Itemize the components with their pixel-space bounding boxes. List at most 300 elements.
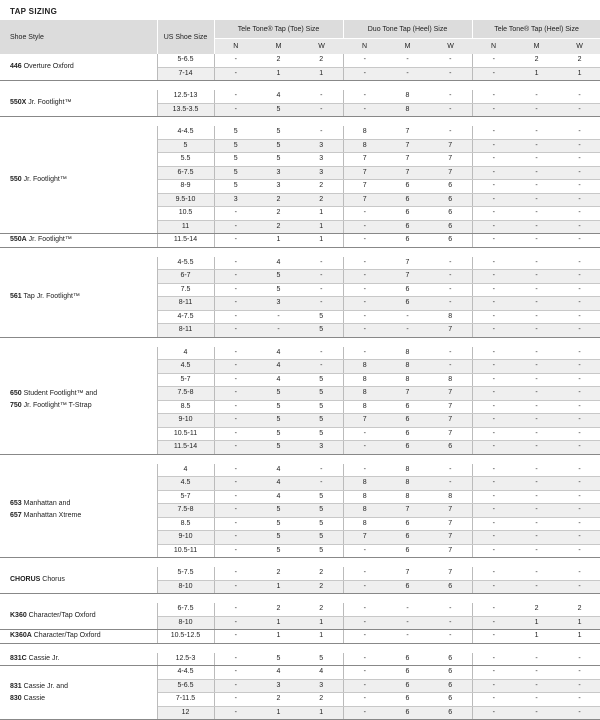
tap-size-cell: -: [214, 616, 257, 630]
tap-size-cell: -: [214, 544, 257, 558]
tap-size-cell: 5: [300, 490, 343, 504]
us-size-cell: 4-4.5: [157, 126, 214, 139]
tap-size-cell: -: [386, 54, 429, 67]
tap-size-cell: -: [429, 283, 472, 297]
style-name: Jr. Footlight™: [21, 175, 67, 183]
tap-size-cell: -: [300, 347, 343, 360]
table-row: [0, 126, 600, 139]
header-shoe-style: Shoe Style: [0, 20, 157, 54]
tap-size-cell: 6: [429, 220, 472, 234]
width-header: N: [472, 39, 515, 55]
tap-size-cell: -: [558, 580, 600, 594]
tap-size-cell: -: [343, 679, 386, 693]
tap-size-cell: -: [515, 531, 558, 545]
tap-size-cell: -: [429, 103, 472, 117]
tap-size-cell: -: [472, 139, 515, 153]
tap-size-cell: 4: [257, 477, 300, 491]
tap-size-cell: -: [472, 270, 515, 284]
tap-size-cell: -: [429, 67, 472, 81]
tap-size-cell: -: [214, 693, 257, 707]
tap-size-cell: -: [472, 103, 515, 117]
tap-size-cell: 3: [300, 679, 343, 693]
tap-size-cell: -: [214, 653, 257, 666]
shoe-style-cell: [0, 90, 157, 117]
us-size-cell: 4: [157, 464, 214, 477]
tap-size-cell: 8: [386, 360, 429, 374]
tap-size-cell: 6: [386, 180, 429, 194]
us-size-cell: 8-11: [157, 324, 214, 338]
tap-size-cell: -: [343, 464, 386, 477]
tap-size-cell: -: [214, 54, 257, 67]
tap-size-cell: 6: [429, 679, 472, 693]
style-name: Cassie Jr.: [26, 654, 60, 662]
tap-size-cell: -: [214, 490, 257, 504]
tap-size-cell: -: [515, 220, 558, 234]
style-name: Manhattan Xtreme: [21, 512, 82, 520]
style-code: 446: [10, 63, 22, 70]
tap-size-cell: -: [343, 207, 386, 221]
tap-size-cell: -: [472, 324, 515, 338]
tap-size-cell: -: [472, 193, 515, 207]
tap-size-cell: -: [343, 603, 386, 616]
tap-size-cell: 6: [429, 666, 472, 680]
tap-size-cell: -: [472, 220, 515, 234]
tap-size-cell: -: [472, 360, 515, 374]
tap-size-cell: -: [257, 310, 300, 324]
style-code: 657: [10, 512, 22, 520]
tap-size-cell: 4: [257, 464, 300, 477]
tap-size-cell: 1: [515, 616, 558, 630]
tap-size-cell: 7: [429, 544, 472, 558]
tap-size-cell: 1: [515, 67, 558, 81]
tap-size-cell: 1: [558, 616, 600, 630]
style-code: 550X: [10, 99, 27, 106]
tap-size-cell: -: [515, 504, 558, 518]
tap-size-cell: 5: [257, 517, 300, 531]
tap-size-cell: 4: [257, 373, 300, 387]
tap-size-cell: 5: [257, 441, 300, 455]
tap-size-cell: 1: [257, 630, 300, 644]
tap-size-cell: -: [558, 283, 600, 297]
tap-size-cell: 1: [300, 630, 343, 644]
us-size-cell: 7-11.5: [157, 693, 214, 707]
tap-size-cell: -: [558, 427, 600, 441]
tap-size-cell: -: [214, 297, 257, 311]
tap-size-cell: -: [515, 414, 558, 428]
tap-size-cell: -: [343, 270, 386, 284]
tap-size-cell: -: [515, 324, 558, 338]
us-size-cell: 5-6.5: [157, 54, 214, 67]
tap-size-cell: 5: [214, 126, 257, 139]
style-code: 831: [10, 682, 22, 690]
tap-size-cell: -: [558, 400, 600, 414]
tap-size-cell: -: [558, 517, 600, 531]
tap-size-cell: -: [472, 310, 515, 324]
tap-size-cell: -: [515, 544, 558, 558]
tap-size-cell: -: [515, 90, 558, 103]
tap-size-cell: 5: [300, 400, 343, 414]
tap-size-cell: 5: [300, 414, 343, 428]
tap-size-cell: -: [214, 234, 257, 248]
tap-size-cell: 7: [429, 139, 472, 153]
tap-size-cell: -: [214, 414, 257, 428]
tap-size-cell: 2: [515, 603, 558, 616]
tap-size-cell: -: [515, 257, 558, 270]
tap-size-cell: 6: [386, 517, 429, 531]
tap-size-cell: -: [558, 90, 600, 103]
tap-size-cell: -: [515, 126, 558, 139]
tap-size-cell: -: [429, 90, 472, 103]
tap-size-cell: 7: [343, 193, 386, 207]
tap-size-cell: 2: [257, 603, 300, 616]
tap-size-cell: -: [343, 441, 386, 455]
tap-size-cell: -: [558, 679, 600, 693]
tap-size-cell: 7: [429, 166, 472, 180]
table-row: [0, 567, 600, 580]
tap-size-cell: -: [472, 441, 515, 455]
tap-size-cell: -: [214, 517, 257, 531]
tap-size-cell: 4: [257, 90, 300, 103]
group-spacer: [0, 558, 600, 568]
tap-size-cell: -: [300, 270, 343, 284]
style-name: Jr. Footlight™: [26, 99, 72, 106]
tap-size-cell: -: [558, 139, 600, 153]
tap-size-cell: -: [214, 504, 257, 518]
tap-size-cell: 8: [386, 464, 429, 477]
shoe-style-cell: [0, 234, 157, 248]
table-row: [0, 90, 600, 103]
tap-size-cell: 5: [300, 324, 343, 338]
tap-size-cell: 5: [300, 504, 343, 518]
tap-size-cell: 6: [386, 706, 429, 720]
tap-size-cell: 1: [300, 207, 343, 221]
tap-size-cell: -: [472, 166, 515, 180]
tap-size-cell: 5: [257, 103, 300, 117]
shoe-style-cell: [0, 347, 157, 455]
tap-size-cell: 3: [214, 193, 257, 207]
tap-size-cell: -: [300, 360, 343, 374]
tap-size-cell: 5: [300, 310, 343, 324]
tap-size-cell: 8: [343, 126, 386, 139]
tap-size-cell: -: [343, 220, 386, 234]
tap-size-cell: -: [343, 90, 386, 103]
tap-size-cell: 5: [257, 414, 300, 428]
style-name: Character/Tap Oxford: [26, 612, 96, 619]
tap-size-cell: -: [300, 464, 343, 477]
tap-size-cell: 6: [429, 234, 472, 248]
tap-size-cell: -: [300, 90, 343, 103]
tap-size-cell: -: [472, 373, 515, 387]
us-size-cell: 9-10: [157, 414, 214, 428]
tap-size-cell: -: [429, 616, 472, 630]
group-spacer: [0, 454, 600, 464]
tap-size-cell: 7: [386, 270, 429, 284]
tap-size-cell: 8: [343, 139, 386, 153]
tap-size-cell: 6: [429, 193, 472, 207]
tap-size-cell: -: [515, 180, 558, 194]
tap-size-cell: 5: [300, 531, 343, 545]
tap-size-cell: 5: [214, 180, 257, 194]
style-name: Tap Jr. Footlight™: [21, 292, 80, 300]
shoe-style-cell: [0, 603, 157, 630]
shoe-style-cell: [0, 464, 157, 558]
tap-size-cell: -: [300, 126, 343, 139]
tap-size-cell: -: [472, 706, 515, 720]
table-row: [0, 666, 600, 680]
style-code: CHORUS: [10, 576, 41, 583]
tap-size-cell: 8: [429, 490, 472, 504]
tap-size-cell: 7: [429, 400, 472, 414]
us-size-cell: 5-7.5: [157, 567, 214, 580]
tap-size-cell: -: [515, 387, 558, 401]
us-size-cell: 4.5: [157, 477, 214, 491]
width-header: W: [558, 39, 600, 55]
tap-size-cell: -: [214, 441, 257, 455]
tap-size-cell: 7: [386, 166, 429, 180]
tap-size-cell: 5: [257, 153, 300, 167]
tap-size-cell: 5: [257, 653, 300, 666]
us-size-cell: 11.5-14: [157, 441, 214, 455]
tap-size-cell: -: [558, 234, 600, 248]
tap-size-cell: 6: [386, 207, 429, 221]
style-name: Cassie: [21, 694, 46, 702]
tap-size-cell: 6: [429, 580, 472, 594]
tap-size-cell: -: [472, 427, 515, 441]
tap-size-cell: -: [343, 103, 386, 117]
tap-size-cell: -: [214, 310, 257, 324]
tap-size-cell: 2: [300, 693, 343, 707]
tap-size-cell: 7: [429, 531, 472, 545]
tap-size-cell: -: [558, 477, 600, 491]
tap-size-cell: -: [214, 103, 257, 117]
tap-size-cell: -: [214, 324, 257, 338]
style-code: 550: [10, 175, 22, 183]
us-size-cell: 8-10: [157, 580, 214, 594]
style-name: Jr. Footlight™: [26, 236, 72, 244]
tap-size-cell: 4: [257, 490, 300, 504]
tap-size-cell: 3: [257, 180, 300, 194]
tap-size-cell: 7: [386, 139, 429, 153]
shoe-style-cell: [0, 257, 157, 338]
tap-size-cell: 8: [386, 347, 429, 360]
us-size-cell: 6-7.5: [157, 166, 214, 180]
tap-size-cell: 8: [343, 477, 386, 491]
header-us-shoe-size: US Shoe Size: [157, 20, 214, 54]
tap-size-cell: -: [343, 67, 386, 81]
us-size-cell: 8.5: [157, 400, 214, 414]
tap-size-cell: -: [300, 283, 343, 297]
tap-size-cell: 3: [300, 153, 343, 167]
us-size-cell: 9.5-10: [157, 193, 214, 207]
tap-size-cell: -: [343, 544, 386, 558]
tap-size-cell: 2: [257, 220, 300, 234]
tap-size-cell: -: [214, 679, 257, 693]
tap-size-cell: -: [214, 90, 257, 103]
table-row: [0, 347, 600, 360]
tap-size-cell: -: [472, 679, 515, 693]
tap-size-cell: -: [472, 490, 515, 504]
table-row: [0, 630, 600, 644]
tap-size-cell: 2: [300, 180, 343, 194]
us-size-cell: 6-7: [157, 270, 214, 284]
tap-size-cell: -: [515, 679, 558, 693]
tap-size-cell: -: [472, 477, 515, 491]
tap-size-cell: 4: [257, 666, 300, 680]
tap-size-cell: -: [515, 297, 558, 311]
tap-size-cell: -: [472, 693, 515, 707]
tap-size-cell: 5: [257, 400, 300, 414]
style-code: 561: [10, 292, 22, 300]
us-size-cell: 12.5-13: [157, 90, 214, 103]
shoe-style-cell: [0, 653, 157, 666]
tap-size-cell: -: [515, 464, 558, 477]
tap-size-cell: 6: [429, 207, 472, 221]
tap-size-cell: 2: [558, 54, 600, 67]
tap-size-cell: 8: [343, 400, 386, 414]
tap-size-cell: -: [343, 324, 386, 338]
tap-size-cell: -: [300, 297, 343, 311]
tap-size-cell: 8: [343, 504, 386, 518]
table-row: [0, 54, 600, 67]
tap-size-cell: -: [558, 666, 600, 680]
tap-size-cell: 5: [300, 373, 343, 387]
header-tele-toe: Tele Tone® Tap (Toe) Size: [214, 20, 343, 39]
tap-size-cell: -: [343, 347, 386, 360]
tap-size-cell: -: [558, 310, 600, 324]
tap-size-cell: 6: [429, 706, 472, 720]
tap-size-cell: -: [343, 653, 386, 666]
tap-size-cell: 1: [257, 706, 300, 720]
tap-size-cell: 6: [386, 653, 429, 666]
tap-size-cell: -: [472, 630, 515, 644]
tap-size-cell: -: [515, 360, 558, 374]
us-size-cell: 9-10: [157, 531, 214, 545]
tap-size-cell: -: [472, 283, 515, 297]
tap-size-cell: 7: [343, 531, 386, 545]
tap-size-cell: 6: [386, 693, 429, 707]
tap-size-cell: 5: [257, 504, 300, 518]
tap-size-cell: -: [515, 490, 558, 504]
tap-size-cell: -: [214, 603, 257, 616]
us-size-cell: 10.5-12.5: [157, 630, 214, 644]
tap-size-cell: 8: [343, 373, 386, 387]
tap-size-cell: -: [515, 580, 558, 594]
tap-size-cell: 2: [257, 193, 300, 207]
width-header: N: [343, 39, 386, 55]
tap-size-cell: 3: [300, 441, 343, 455]
tap-size-cell: -: [472, 544, 515, 558]
tap-size-cell: -: [558, 220, 600, 234]
tap-size-cell: -: [343, 616, 386, 630]
tap-size-cell: -: [472, 153, 515, 167]
tap-size-cell: -: [472, 207, 515, 221]
tap-size-cell: -: [515, 103, 558, 117]
tap-size-cell: -: [558, 544, 600, 558]
tap-size-cell: 1: [300, 616, 343, 630]
tap-size-cell: 8: [429, 310, 472, 324]
tap-size-cell: -: [386, 616, 429, 630]
tap-size-cell: -: [558, 324, 600, 338]
tap-size-cell: -: [515, 666, 558, 680]
tap-size-cell: 8: [386, 490, 429, 504]
style-code: 653: [10, 500, 22, 508]
width-header: M: [386, 39, 429, 55]
tap-size-cell: -: [472, 580, 515, 594]
table-row: [0, 257, 600, 270]
tap-size-cell: -: [558, 207, 600, 221]
tap-size-cell: 1: [300, 67, 343, 81]
tap-size-cell: -: [300, 103, 343, 117]
tap-size-cell: -: [386, 67, 429, 81]
tap-size-cell: 7: [343, 414, 386, 428]
tap-size-cell: 5: [214, 139, 257, 153]
tap-size-cell: 8: [386, 103, 429, 117]
tap-size-cell: -: [472, 297, 515, 311]
us-size-cell: 12.5-3: [157, 653, 214, 666]
tap-size-cell: -: [214, 531, 257, 545]
tap-size-cell: -: [515, 653, 558, 666]
header-duo-heel: Duo Tone Tap (Heel) Size: [343, 20, 472, 39]
tap-size-cell: -: [214, 257, 257, 270]
page-title: TAP SIZING: [10, 7, 58, 16]
tap-size-cell: 1: [300, 706, 343, 720]
tap-size-cell: 2: [300, 603, 343, 616]
style-name: Character/Tap Oxford: [31, 632, 101, 640]
tap-size-cell: -: [558, 387, 600, 401]
tap-size-cell: 6: [386, 441, 429, 455]
tap-size-cell: 6: [429, 693, 472, 707]
style-code: K360: [10, 612, 27, 619]
tap-size-cell: -: [558, 166, 600, 180]
tap-size-cell: 6: [386, 400, 429, 414]
tap-size-cell: 7: [429, 387, 472, 401]
tap-size-cell: 1: [558, 67, 600, 81]
tap-size-cell: -: [472, 67, 515, 81]
tap-size-cell: 1: [300, 234, 343, 248]
tap-size-cell: 5: [257, 139, 300, 153]
tap-size-cell: -: [558, 297, 600, 311]
tap-size-cell: -: [343, 310, 386, 324]
tap-size-cell: -: [429, 464, 472, 477]
us-size-cell: 8-11: [157, 297, 214, 311]
tap-size-cell: -: [429, 270, 472, 284]
tap-size-cell: -: [472, 387, 515, 401]
tap-size-cell: 3: [300, 139, 343, 153]
us-size-cell: 10.5-11: [157, 544, 214, 558]
tap-size-cell: 7: [343, 180, 386, 194]
tap-size-cell: -: [558, 153, 600, 167]
tap-size-cell: -: [472, 531, 515, 545]
tap-size-cell: -: [300, 257, 343, 270]
tap-size-cell: -: [429, 297, 472, 311]
tap-size-cell: 6: [386, 580, 429, 594]
tap-size-cell: -: [558, 373, 600, 387]
width-header: M: [257, 39, 300, 55]
us-size-cell: 7-14: [157, 67, 214, 81]
tap-size-cell: 3: [257, 679, 300, 693]
shoe-style-cell: [0, 126, 157, 234]
tap-size-cell: -: [429, 126, 472, 139]
tap-size-cell: -: [386, 630, 429, 644]
us-size-cell: 8-9: [157, 180, 214, 194]
tap-size-cell: 6: [386, 414, 429, 428]
tap-size-cell: -: [515, 139, 558, 153]
tap-size-cell: 3: [257, 297, 300, 311]
tap-size-cell: -: [214, 283, 257, 297]
tap-size-cell: -: [515, 427, 558, 441]
tap-size-cell: -: [558, 693, 600, 707]
us-size-cell: 10.5-11: [157, 427, 214, 441]
